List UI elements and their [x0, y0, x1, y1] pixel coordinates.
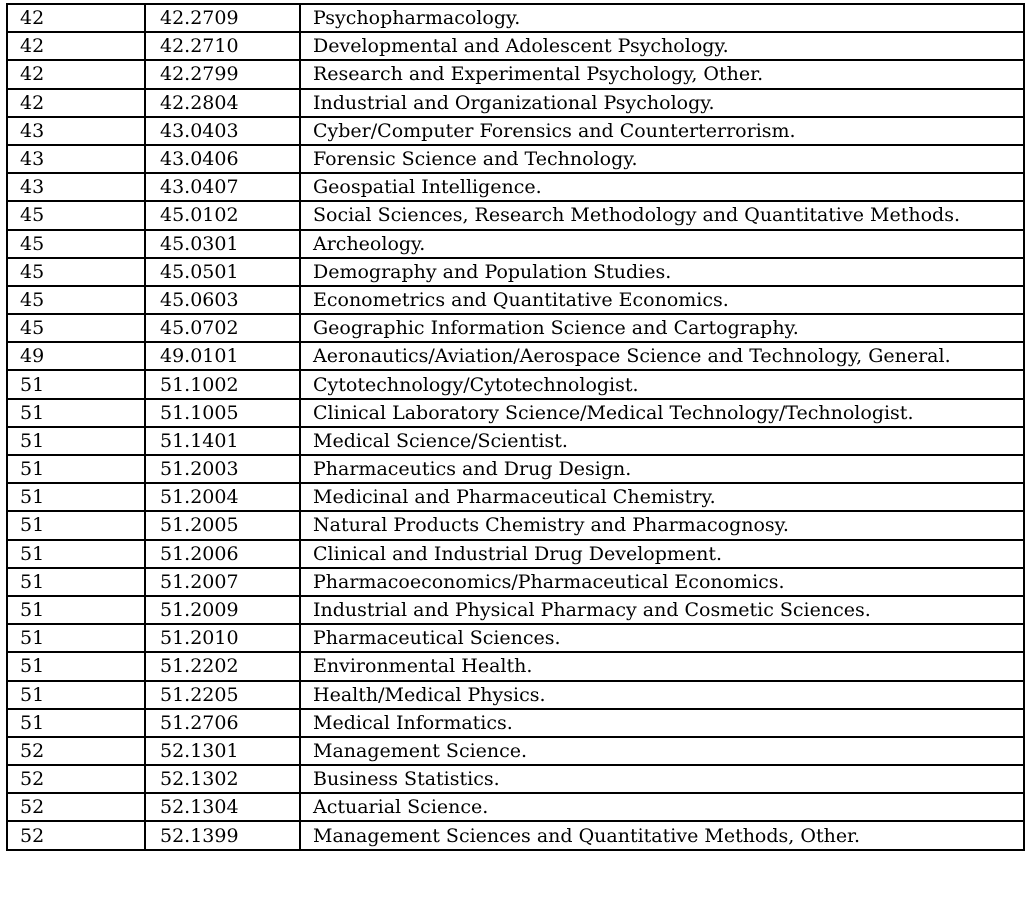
cip-family-cell: 51 — [7, 652, 145, 680]
program-title-cell: Industrial and Organizational Psychology. — [300, 89, 1024, 117]
cip-family-cell: 51 — [7, 624, 145, 652]
cip-family-cell: 43 — [7, 145, 145, 173]
program-title-cell: Developmental and Adolescent Psychology. — [300, 32, 1024, 60]
table-row — [7, 821, 1024, 849]
cip-family-cell: 42 — [7, 60, 145, 88]
table-row — [7, 624, 1024, 652]
table-row — [7, 342, 1024, 370]
program-title-cell: Pharmaceutics and Drug Design. — [300, 455, 1024, 483]
cip-family-cell: 51 — [7, 483, 145, 511]
cip-code-cell: 51.1005 — [145, 399, 300, 427]
program-title-cell: Psychopharmacology. — [300, 4, 1024, 32]
cip-code-cell: 51.2010 — [145, 624, 300, 652]
table-row — [7, 145, 1024, 173]
cip-family-cell: 51 — [7, 596, 145, 624]
program-title-cell: Demography and Population Studies. — [300, 258, 1024, 286]
program-title-cell: Medical Science/Scientist. — [300, 427, 1024, 455]
cip-family-cell: 51 — [7, 681, 145, 709]
cip-code-cell: 52.1301 — [145, 737, 300, 765]
table-row — [7, 455, 1024, 483]
table-row — [7, 681, 1024, 709]
table-row — [7, 258, 1024, 286]
program-title-cell: Geographic Information Science and Cartography. — [300, 314, 1024, 342]
program-title-cell: Cytotechnology/Cytotechnologist. — [300, 370, 1024, 398]
cip-code-cell: 45.0501 — [145, 258, 300, 286]
cip-code-cell: 51.2009 — [145, 596, 300, 624]
table-row — [7, 709, 1024, 737]
table-row — [7, 427, 1024, 455]
cip-code-cell: 45.0301 — [145, 230, 300, 258]
cip-family-cell: 51 — [7, 427, 145, 455]
table-row — [7, 483, 1024, 511]
cip-code-cell: 52.1302 — [145, 765, 300, 793]
cip-code-cell: 45.0603 — [145, 286, 300, 314]
program-title-cell: Business Statistics. — [300, 765, 1024, 793]
table-row — [7, 89, 1024, 117]
table-row — [7, 286, 1024, 314]
program-title-cell: Forensic Science and Technology. — [300, 145, 1024, 173]
table-row — [7, 173, 1024, 201]
table-row — [7, 568, 1024, 596]
table-row — [7, 201, 1024, 229]
cip-family-cell: 52 — [7, 821, 145, 849]
program-title-cell: Clinical and Industrial Drug Development. — [300, 540, 1024, 568]
cip-family-cell: 42 — [7, 89, 145, 117]
cip-code-cell: 51.1002 — [145, 370, 300, 398]
program-title-cell: Geospatial Intelligence. — [300, 173, 1024, 201]
cip-family-cell: 51 — [7, 511, 145, 539]
table-row — [7, 652, 1024, 680]
table-row — [7, 793, 1024, 821]
cip-family-cell: 51 — [7, 709, 145, 737]
table-row — [7, 399, 1024, 427]
table-row — [7, 370, 1024, 398]
cip-code-cell: 42.2710 — [145, 32, 300, 60]
cip-code-cell: 45.0702 — [145, 314, 300, 342]
cip-code-cell: 52.1399 — [145, 821, 300, 849]
cip-family-cell: 45 — [7, 286, 145, 314]
program-title-cell: Management Science. — [300, 737, 1024, 765]
cip-family-cell: 45 — [7, 258, 145, 286]
cip-code-cell: 51.2004 — [145, 483, 300, 511]
cip-code-cell: 42.2709 — [145, 4, 300, 32]
cip-code-cell: 49.0101 — [145, 342, 300, 370]
table-row — [7, 230, 1024, 258]
program-title-cell: Research and Experimental Psychology, Other. — [300, 60, 1024, 88]
cip-code-cell: 51.2005 — [145, 511, 300, 539]
cip-family-cell: 42 — [7, 32, 145, 60]
program-title-cell: Industrial and Physical Pharmacy and Cosmetic Sciences. — [300, 596, 1024, 624]
cip-code-cell: 51.1401 — [145, 427, 300, 455]
program-title-cell: Pharmacoeconomics/Pharmaceutical Economics. — [300, 568, 1024, 596]
cip-table-body — [7, 4, 1024, 850]
program-title-cell: Natural Products Chemistry and Pharmacognosy. — [300, 511, 1024, 539]
table-row — [7, 511, 1024, 539]
cip-code-cell: 51.2202 — [145, 652, 300, 680]
cip-code-cell: 51.2003 — [145, 455, 300, 483]
cip-family-cell: 51 — [7, 540, 145, 568]
cip-family-cell: 45 — [7, 230, 145, 258]
table-row — [7, 32, 1024, 60]
cip-family-cell: 52 — [7, 793, 145, 821]
cip-family-cell: 51 — [7, 455, 145, 483]
cip-code-cell: 43.0403 — [145, 117, 300, 145]
cip-family-cell: 51 — [7, 399, 145, 427]
cip-family-cell: 45 — [7, 201, 145, 229]
table-row — [7, 117, 1024, 145]
table-row — [7, 60, 1024, 88]
cip-code-cell: 43.0407 — [145, 173, 300, 201]
cip-code-cell: 51.2007 — [145, 568, 300, 596]
cip-family-cell: 52 — [7, 737, 145, 765]
cip-family-cell: 52 — [7, 765, 145, 793]
program-title-cell: Medicinal and Pharmaceutical Chemistry. — [300, 483, 1024, 511]
program-title-cell: Cyber/Computer Forensics and Counterterrorism. — [300, 117, 1024, 145]
table-row — [7, 737, 1024, 765]
cip-family-cell: 51 — [7, 568, 145, 596]
cip-code-cell: 51.2205 — [145, 681, 300, 709]
cip-code-cell: 45.0102 — [145, 201, 300, 229]
cip-family-cell: 51 — [7, 370, 145, 398]
program-title-cell: Medical Informatics. — [300, 709, 1024, 737]
cip-code-cell: 42.2799 — [145, 60, 300, 88]
program-title-cell: Environmental Health. — [300, 652, 1024, 680]
program-title-cell: Clinical Laboratory Science/Medical Technology/Technologist. — [300, 399, 1024, 427]
table-row — [7, 540, 1024, 568]
cip-code-table — [6, 3, 1025, 851]
table-row — [7, 314, 1024, 342]
program-title-cell: Social Sciences, Research Methodology and Quantitative Methods. — [300, 201, 1024, 229]
cip-family-cell: 43 — [7, 117, 145, 145]
table-row — [7, 765, 1024, 793]
cip-family-cell: 45 — [7, 314, 145, 342]
cip-code-cell: 51.2706 — [145, 709, 300, 737]
program-title-cell: Archeology. — [300, 230, 1024, 258]
program-title-cell: Actuarial Science. — [300, 793, 1024, 821]
program-title-cell: Management Sciences and Quantitative Methods, Other. — [300, 821, 1024, 849]
program-title-cell: Econometrics and Quantitative Economics. — [300, 286, 1024, 314]
program-title-cell: Health/Medical Physics. — [300, 681, 1024, 709]
cip-family-cell: 42 — [7, 4, 145, 32]
cip-code-cell: 42.2804 — [145, 89, 300, 117]
cip-family-cell: 49 — [7, 342, 145, 370]
cip-code-cell: 43.0406 — [145, 145, 300, 173]
program-title-cell: Aeronautics/Aviation/Aerospace Science and Technology, General. — [300, 342, 1024, 370]
cip-code-cell: 51.2006 — [145, 540, 300, 568]
table-row — [7, 4, 1024, 32]
table-row — [7, 596, 1024, 624]
cip-code-cell: 52.1304 — [145, 793, 300, 821]
cip-family-cell: 43 — [7, 173, 145, 201]
program-title-cell: Pharmaceutical Sciences. — [300, 624, 1024, 652]
